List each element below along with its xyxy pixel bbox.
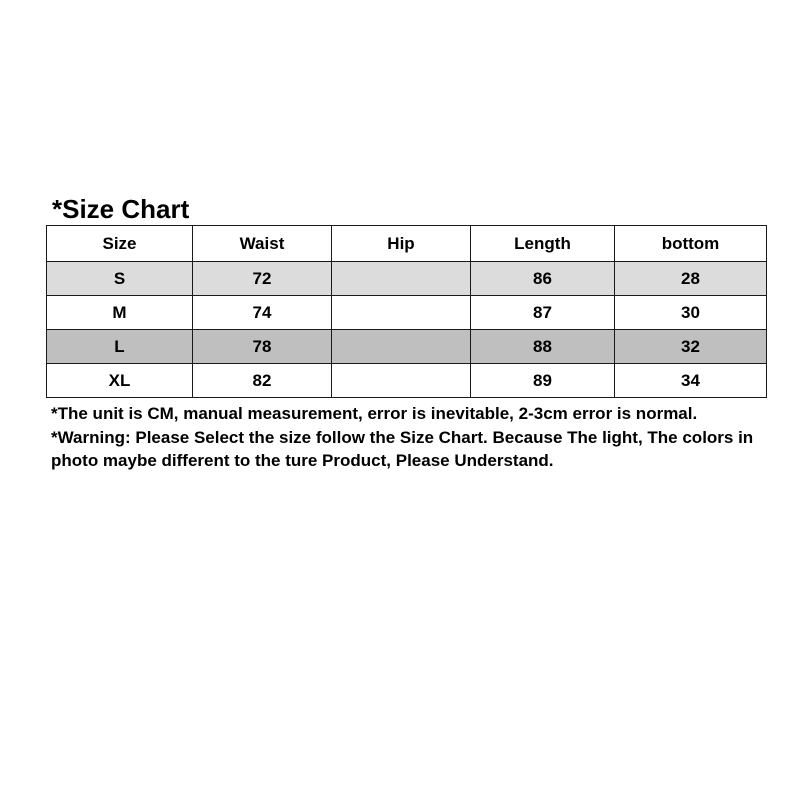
cell-size: M	[47, 296, 193, 330]
cell-hip	[332, 262, 471, 296]
cell-size: L	[47, 330, 193, 364]
cell-waist: 72	[193, 262, 332, 296]
table-row	[47, 364, 767, 398]
header-waist: Waist	[193, 226, 332, 262]
cell-bottom: 34	[615, 364, 767, 398]
header-size: Size	[47, 226, 193, 262]
cell-hip	[332, 364, 471, 398]
table-row	[47, 262, 767, 296]
cell-waist: 74	[193, 296, 332, 330]
table-row	[47, 330, 767, 364]
cell-waist: 82	[193, 364, 332, 398]
cell-length: 88	[471, 330, 615, 364]
size-chart-title: *Size Chart	[52, 194, 190, 224]
cell-bottom: 32	[615, 330, 767, 364]
cell-hip	[332, 296, 471, 330]
cell-bottom: 30	[615, 296, 767, 330]
header-bottom: bottom	[615, 226, 767, 262]
cell-hip	[332, 330, 471, 364]
cell-size: XL	[47, 364, 193, 398]
cell-length: 87	[471, 296, 615, 330]
cell-length: 89	[471, 364, 615, 398]
cell-waist: 78	[193, 330, 332, 364]
table-header-row	[47, 226, 767, 262]
table-row	[47, 296, 767, 330]
cell-bottom: 28	[615, 262, 767, 296]
measurement-note: *The unit is CM, manual measurement, error is inevitable, 2-3cm error is normal. *Warning: Please Select the size follow the Size Chart. Because The light, The colors in photo maybe different to the ture Product, Please Understand.	[51, 404, 754, 470]
header-hip: Hip	[332, 226, 471, 262]
cell-length: 86	[471, 262, 615, 296]
size-table	[46, 225, 767, 398]
cell-size: S	[47, 262, 193, 296]
header-length: Length	[471, 226, 615, 262]
